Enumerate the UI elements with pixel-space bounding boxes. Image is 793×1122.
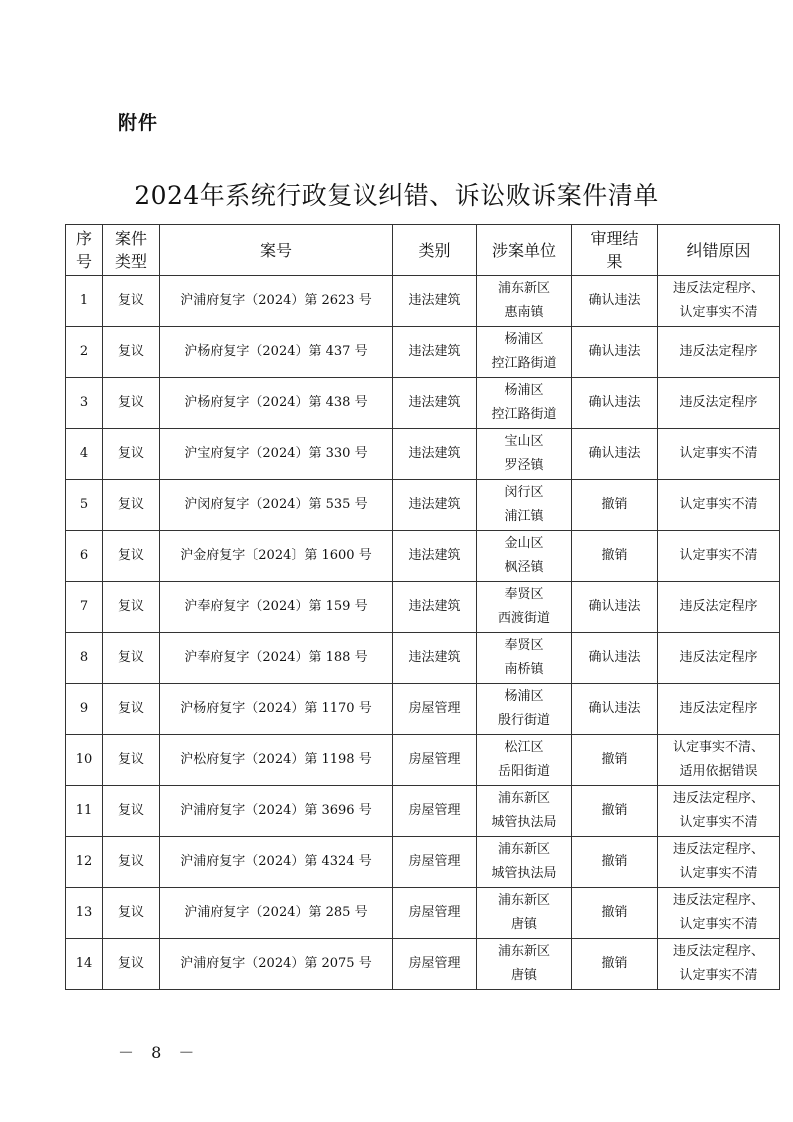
cell-case-type: 复议: [103, 786, 160, 837]
header-result: 审理结 果: [572, 225, 658, 276]
cell-category: 违法建筑: [393, 327, 477, 378]
cell-case-type: 复议: [103, 276, 160, 327]
cell-case-type: 复议: [103, 837, 160, 888]
cell-case-number: 沪杨府复字（2024）第 438 号: [160, 378, 393, 429]
table-row: [66, 837, 780, 888]
cell-reason: 违反法定程序: [658, 684, 780, 735]
cell-case-number: 沪浦府复字（2024）第 2623 号: [160, 276, 393, 327]
cell-reason: 违反法定程序: [658, 378, 780, 429]
table-row: [66, 888, 780, 939]
cell-unit: 浦东新区 惠南镇: [477, 276, 572, 327]
cell-reason: 违反法定程序、 认定事实不清: [658, 276, 780, 327]
cell-case-number: 沪浦府复字（2024）第 285 号: [160, 888, 393, 939]
cell-unit: 金山区 枫泾镇: [477, 531, 572, 582]
cell-result: 确认违法: [572, 633, 658, 684]
cell-case-type: 复议: [103, 633, 160, 684]
header-reason: 纠错原因: [658, 225, 780, 276]
table-row: [66, 735, 780, 786]
cell-result: 确认违法: [572, 276, 658, 327]
cell-reason: 违反法定程序: [658, 582, 780, 633]
header-index: 序 号: [66, 225, 103, 276]
cell-index: 5: [66, 480, 103, 531]
cell-index: 10: [66, 735, 103, 786]
cell-case-number: 沪浦府复字（2024）第 4324 号: [160, 837, 393, 888]
cell-category: 房屋管理: [393, 837, 477, 888]
cell-result: 撤销: [572, 888, 658, 939]
case-list-table: [65, 224, 780, 990]
cell-unit: 松江区 岳阳街道: [477, 735, 572, 786]
cell-case-number: 沪浦府复字（2024）第 3696 号: [160, 786, 393, 837]
cell-reason: 违反法定程序、 认定事实不清: [658, 837, 780, 888]
table-row: [66, 531, 780, 582]
cell-unit: 奉贤区 西渡街道: [477, 582, 572, 633]
cell-unit: 杨浦区 殷行街道: [477, 684, 572, 735]
cell-category: 违法建筑: [393, 633, 477, 684]
cell-reason: 违反法定程序: [658, 633, 780, 684]
table-row: [66, 582, 780, 633]
cell-reason: 违反法定程序: [658, 327, 780, 378]
cell-case-number: 沪奉府复字（2024）第 159 号: [160, 582, 393, 633]
cell-case-number: 沪杨府复字（2024）第 437 号: [160, 327, 393, 378]
cell-case-type: 复议: [103, 327, 160, 378]
cell-case-type: 复议: [103, 939, 160, 990]
cell-reason: 认定事实不清: [658, 531, 780, 582]
cell-unit: 杨浦区 控江路街道: [477, 327, 572, 378]
cell-index: 2: [66, 327, 103, 378]
cell-result: 确认违法: [572, 429, 658, 480]
cell-case-number: 沪奉府复字（2024）第 188 号: [160, 633, 393, 684]
table-row: [66, 378, 780, 429]
cell-index: 3: [66, 378, 103, 429]
cell-index: 7: [66, 582, 103, 633]
cell-case-type: 复议: [103, 582, 160, 633]
cell-category: 违法建筑: [393, 429, 477, 480]
cell-case-number: 沪金府复字〔2024〕第 1600 号: [160, 531, 393, 582]
header-case-number: 案号: [160, 225, 393, 276]
cell-category: 违法建筑: [393, 378, 477, 429]
cell-result: 确认违法: [572, 327, 658, 378]
cell-index: 8: [66, 633, 103, 684]
cell-reason: 违反法定程序、 认定事实不清: [658, 888, 780, 939]
header-category: 类别: [393, 225, 477, 276]
cell-reason: 违反法定程序、 认定事实不清: [658, 786, 780, 837]
page-number: － 8 －: [118, 1043, 201, 1062]
table-row: [66, 684, 780, 735]
cell-index: 13: [66, 888, 103, 939]
table-row: [66, 939, 780, 990]
cell-unit: 奉贤区 南桥镇: [477, 633, 572, 684]
cell-result: 撤销: [572, 786, 658, 837]
cell-category: 房屋管理: [393, 888, 477, 939]
cell-case-number: 沪杨府复字（2024）第 1170 号: [160, 684, 393, 735]
cell-category: 违法建筑: [393, 531, 477, 582]
cell-unit: 浦东新区 唐镇: [477, 888, 572, 939]
cell-unit: 浦东新区 城管执法局: [477, 786, 572, 837]
document-title: 2024年系统行政复议纠错、诉讼败诉案件清单: [134, 181, 659, 210]
table-header-row: [66, 225, 780, 276]
cell-result: 撤销: [572, 480, 658, 531]
cell-case-number: 沪浦府复字（2024）第 2075 号: [160, 939, 393, 990]
cell-case-type: 复议: [103, 888, 160, 939]
cell-reason: 认定事实不清: [658, 480, 780, 531]
cell-category: 房屋管理: [393, 786, 477, 837]
cell-result: 确认违法: [572, 684, 658, 735]
cell-index: 9: [66, 684, 103, 735]
cell-category: 房屋管理: [393, 939, 477, 990]
cell-result: 撤销: [572, 531, 658, 582]
cell-reason: 认定事实不清: [658, 429, 780, 480]
cell-index: 12: [66, 837, 103, 888]
cell-case-type: 复议: [103, 480, 160, 531]
cell-category: 房屋管理: [393, 735, 477, 786]
table-row: [66, 480, 780, 531]
cell-result: 确认违法: [572, 378, 658, 429]
cell-result: 撤销: [572, 939, 658, 990]
cell-case-number: 沪宝府复字（2024）第 330 号: [160, 429, 393, 480]
cell-case-type: 复议: [103, 684, 160, 735]
cell-unit: 宝山区 罗泾镇: [477, 429, 572, 480]
cell-unit: 杨浦区 控江路街道: [477, 378, 572, 429]
cell-case-number: 沪闵府复字（2024）第 535 号: [160, 480, 393, 531]
cell-result: 撤销: [572, 837, 658, 888]
header-unit: 涉案单位: [477, 225, 572, 276]
cell-index: 4: [66, 429, 103, 480]
attachment-label: 附件: [118, 112, 159, 134]
cell-reason: 认定事实不清、 适用依据错误: [658, 735, 780, 786]
cell-index: 11: [66, 786, 103, 837]
cell-result: 确认违法: [572, 582, 658, 633]
cell-index: 6: [66, 531, 103, 582]
cell-case-type: 复议: [103, 531, 160, 582]
table-row: [66, 429, 780, 480]
cell-category: 违法建筑: [393, 276, 477, 327]
table-row: [66, 327, 780, 378]
cell-case-type: 复议: [103, 429, 160, 480]
cell-result: 撤销: [572, 735, 658, 786]
cell-category: 违法建筑: [393, 582, 477, 633]
cell-category: 房屋管理: [393, 684, 477, 735]
cell-unit: 浦东新区 唐镇: [477, 939, 572, 990]
cell-index: 14: [66, 939, 103, 990]
cell-category: 违法建筑: [393, 480, 477, 531]
header-case-type: 案件 类型: [103, 225, 160, 276]
cell-case-type: 复议: [103, 735, 160, 786]
table-row: [66, 786, 780, 837]
cell-reason: 违反法定程序、 认定事实不清: [658, 939, 780, 990]
cell-unit: 闵行区 浦江镇: [477, 480, 572, 531]
cell-unit: 浦东新区 城管执法局: [477, 837, 572, 888]
cell-index: 1: [66, 276, 103, 327]
cell-case-type: 复议: [103, 378, 160, 429]
cell-case-number: 沪松府复字（2024）第 1198 号: [160, 735, 393, 786]
table-row: [66, 276, 780, 327]
table-row: [66, 633, 780, 684]
